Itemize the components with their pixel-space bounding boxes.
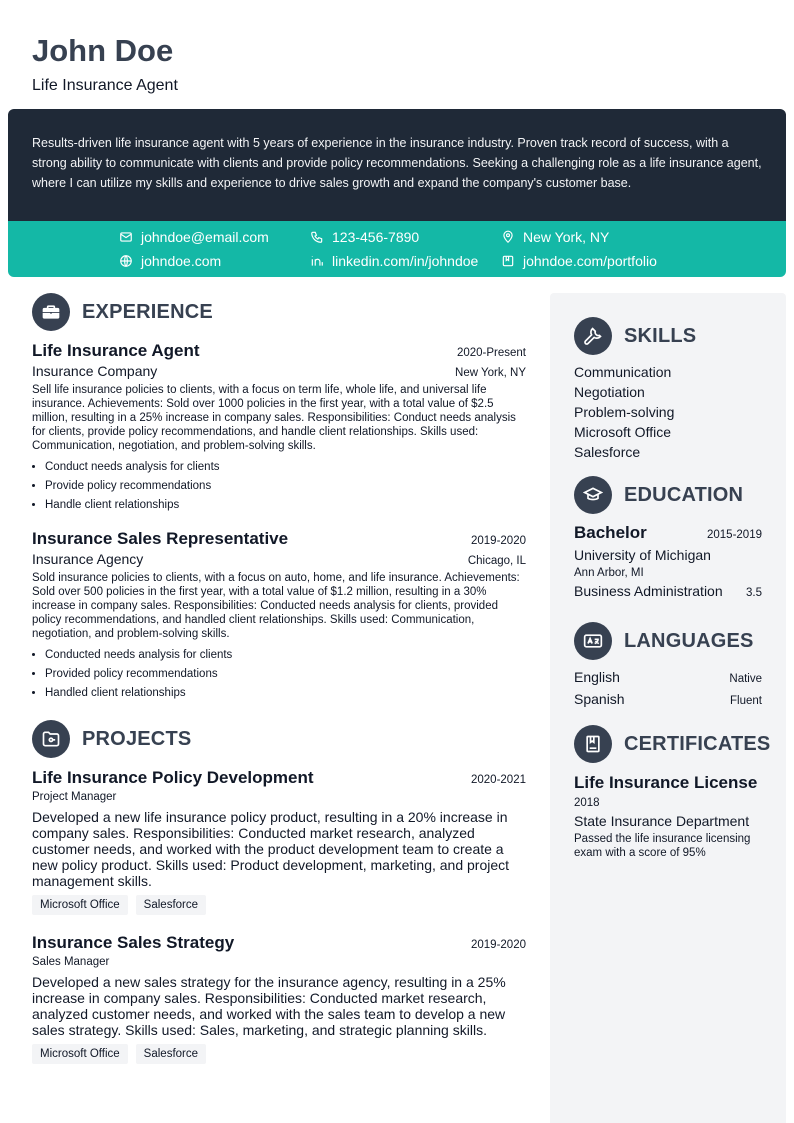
job-bullet: • Conducted needs analysis for clients [45, 646, 526, 665]
candidate-name: John Doe [32, 33, 174, 68]
project-tag: Salesforce [136, 1044, 206, 1064]
projects-icon-circle [32, 720, 70, 758]
skills-icon-circle [574, 317, 612, 355]
contact-website[interactable] [119, 251, 221, 271]
certificate-name: Life Insurance License [574, 773, 758, 792]
languages-title: LANGUAGES [624, 629, 754, 652]
contact-bar [8, 221, 786, 277]
certificate-year: 2018 [574, 797, 600, 809]
project-description: Developed a new life insurance policy product, resulting in a 20% increase in company sales. Responsibilities: Conducted market research, analyzed customer needs, and worked with the product development team to create a new policy product. Skills used: Product development, marketing, and project management skills. [32, 809, 510, 889]
education-item [574, 523, 762, 599]
experience-item [32, 529, 526, 703]
job-date: 2020-Present [456, 347, 526, 359]
education-date: 2015-2019 [707, 529, 762, 541]
job-bullet: • Handled client relationships [45, 684, 526, 703]
experience-item [32, 341, 526, 515]
skills-list [574, 362, 762, 462]
certificates-title: CERTIFICATES [624, 732, 771, 755]
skill-item: Problem-solving [574, 404, 675, 420]
job-location: New York, NY [455, 367, 526, 379]
education-school: University of Michigan [574, 547, 711, 563]
job-company: Insurance Company [32, 363, 158, 379]
briefcase-icon [41, 302, 61, 322]
contact-email-text: johndoe@email.com [141, 229, 269, 245]
translate-icon [583, 631, 603, 651]
job-date: 2019-2020 [471, 535, 526, 547]
portfolio-icon [501, 254, 515, 268]
languages-list [574, 667, 762, 711]
languages-heading [574, 622, 754, 660]
experience-heading [32, 293, 213, 331]
contact-phone-text: 123-456-7890 [332, 229, 420, 245]
skill-item: Negotiation [574, 384, 645, 400]
project-description: Developed a new sales strategy for the insurance agency, resulting in a 25% increase in company sales. Responsibilities: Conducted market research, analyzed customer needs, and worked with the sales team to develop a new sales strategy. Skills used: Sales, marketing, and strategic planning skills. [32, 974, 506, 1038]
projects-heading [32, 720, 191, 758]
project-title: Life Insurance Policy Development [32, 768, 314, 787]
certificate-issuer: State Insurance Department [574, 813, 750, 829]
project-tags [32, 895, 526, 915]
project-tag: Microsoft Office [32, 895, 128, 915]
skills-heading [574, 317, 696, 355]
job-bullet: • Conduct needs analysis for clients [45, 458, 526, 477]
project-date: 2019-2020 [471, 939, 526, 951]
job-location: Chicago, IL [467, 555, 526, 567]
language-level: Fluent [730, 695, 762, 707]
language-item [574, 667, 762, 689]
projects-title: PROJECTS [82, 727, 192, 750]
skill-item: Microsoft Office [574, 424, 671, 440]
certificates-icon-circle [574, 725, 612, 763]
phone-icon [310, 230, 324, 244]
summary-box [8, 109, 786, 221]
job-bullet: • Handle client relationships [45, 496, 526, 515]
education-field: Business Administration [574, 583, 723, 599]
education-title: EDUCATION [624, 483, 744, 506]
education-heading [574, 476, 743, 514]
language-name: English [574, 669, 620, 685]
globe-icon [119, 254, 133, 268]
education-gpa: 3.5 [746, 587, 762, 599]
project-tag: Microsoft Office [32, 1044, 128, 1064]
resume-header [32, 33, 178, 96]
experience-icon-circle [32, 293, 70, 331]
language-name: Spanish [574, 691, 625, 707]
project-item [32, 768, 526, 915]
contact-portfolio[interactable] [501, 251, 657, 271]
skill-item: Communication [574, 364, 672, 380]
project-date: 2020-2021 [471, 774, 526, 786]
linkedin-icon [310, 254, 324, 268]
job-title: Life Insurance Agent [32, 341, 200, 360]
project-role: Sales Manager [32, 956, 110, 968]
contact-location-text: New York, NY [523, 229, 610, 245]
job-company: Insurance Agency [32, 551, 144, 567]
contact-location[interactable] [501, 227, 609, 247]
contact-email[interactable] [119, 227, 269, 247]
education-icon-circle [574, 476, 612, 514]
language-level: Native [729, 673, 762, 685]
job-bullet: • Provided policy recommendations [45, 665, 526, 684]
map-pin-icon [501, 230, 515, 244]
contact-website-text: johndoe.com [141, 253, 222, 269]
languages-icon-circle [574, 622, 612, 660]
project-tag: Salesforce [136, 895, 206, 915]
book-icon [583, 734, 603, 754]
contact-linkedin-text: linkedin.com/in/johndoe [332, 253, 479, 269]
education-degree: Bachelor [574, 523, 647, 542]
project-title: Insurance Sales Strategy [32, 933, 235, 952]
job-bullets [32, 458, 526, 515]
project-tags [32, 1044, 526, 1064]
certificate-description: Passed the life insurance licensing exam with a score of 95% [574, 833, 751, 859]
graduation-cap-icon [583, 485, 603, 505]
job-description: Sold insurance policies to clients, with a focus on auto, home, and life insurance. Achievements: Sold over 500 policies in the first year, with a total value of $1.2 million, resulting in a 30% increase in company sales. Responsibilities: Conducted needs analysis for clients, provided policy recommendations, and handled client relationships. Skills used: Communication, negotiation, and problem-solving skills. [32, 572, 520, 640]
contact-phone[interactable] [310, 227, 419, 247]
contact-portfolio-text: johndoe.com/portfolio [523, 253, 657, 269]
job-description: Sell life insurance policies to clients, with a focus on term life, whole life, and universal life insurance. Achievements: Sold over 1000 policies in the first year, with a total value of $2.5 million, resulting in a 25% increase in company sales. Responsibilities: Conduct needs analysis for clients, provide policy recommendations, and handle client relationships. Skills used: Communication, negotiation, and problem-solving skills. [32, 384, 516, 452]
skills-title: SKILLS [624, 324, 697, 347]
contact-linkedin[interactable] [310, 251, 478, 271]
job-title: Insurance Sales Representative [32, 529, 289, 548]
candidate-title: Life Insurance Agent [32, 77, 178, 94]
summary-text: Results-driven life insurance agent with 5 years of experience in the insurance industry. Proven track record of success, with a strong ability to communicate with clients and provide policy recommendations. Seeking a challenging role as a life insurance agent, where I can utilize my skills and experience to drive sales growth and expand the company's customer base. [32, 136, 762, 190]
experience-title: EXPERIENCE [82, 300, 213, 323]
language-item [574, 689, 762, 711]
certificates-heading [574, 725, 770, 763]
wrench-icon [583, 326, 603, 346]
skill-item: Salesforce [574, 444, 641, 460]
job-bullets [32, 646, 526, 703]
education-location: Ann Arbor, MI [574, 567, 644, 579]
project-role: Project Manager [32, 791, 117, 803]
folder-icon [41, 729, 61, 749]
job-bullet: • Provide policy recommendations [45, 477, 526, 496]
envelope-icon [119, 230, 133, 244]
certificate-item [574, 773, 762, 860]
project-item [32, 933, 526, 1064]
